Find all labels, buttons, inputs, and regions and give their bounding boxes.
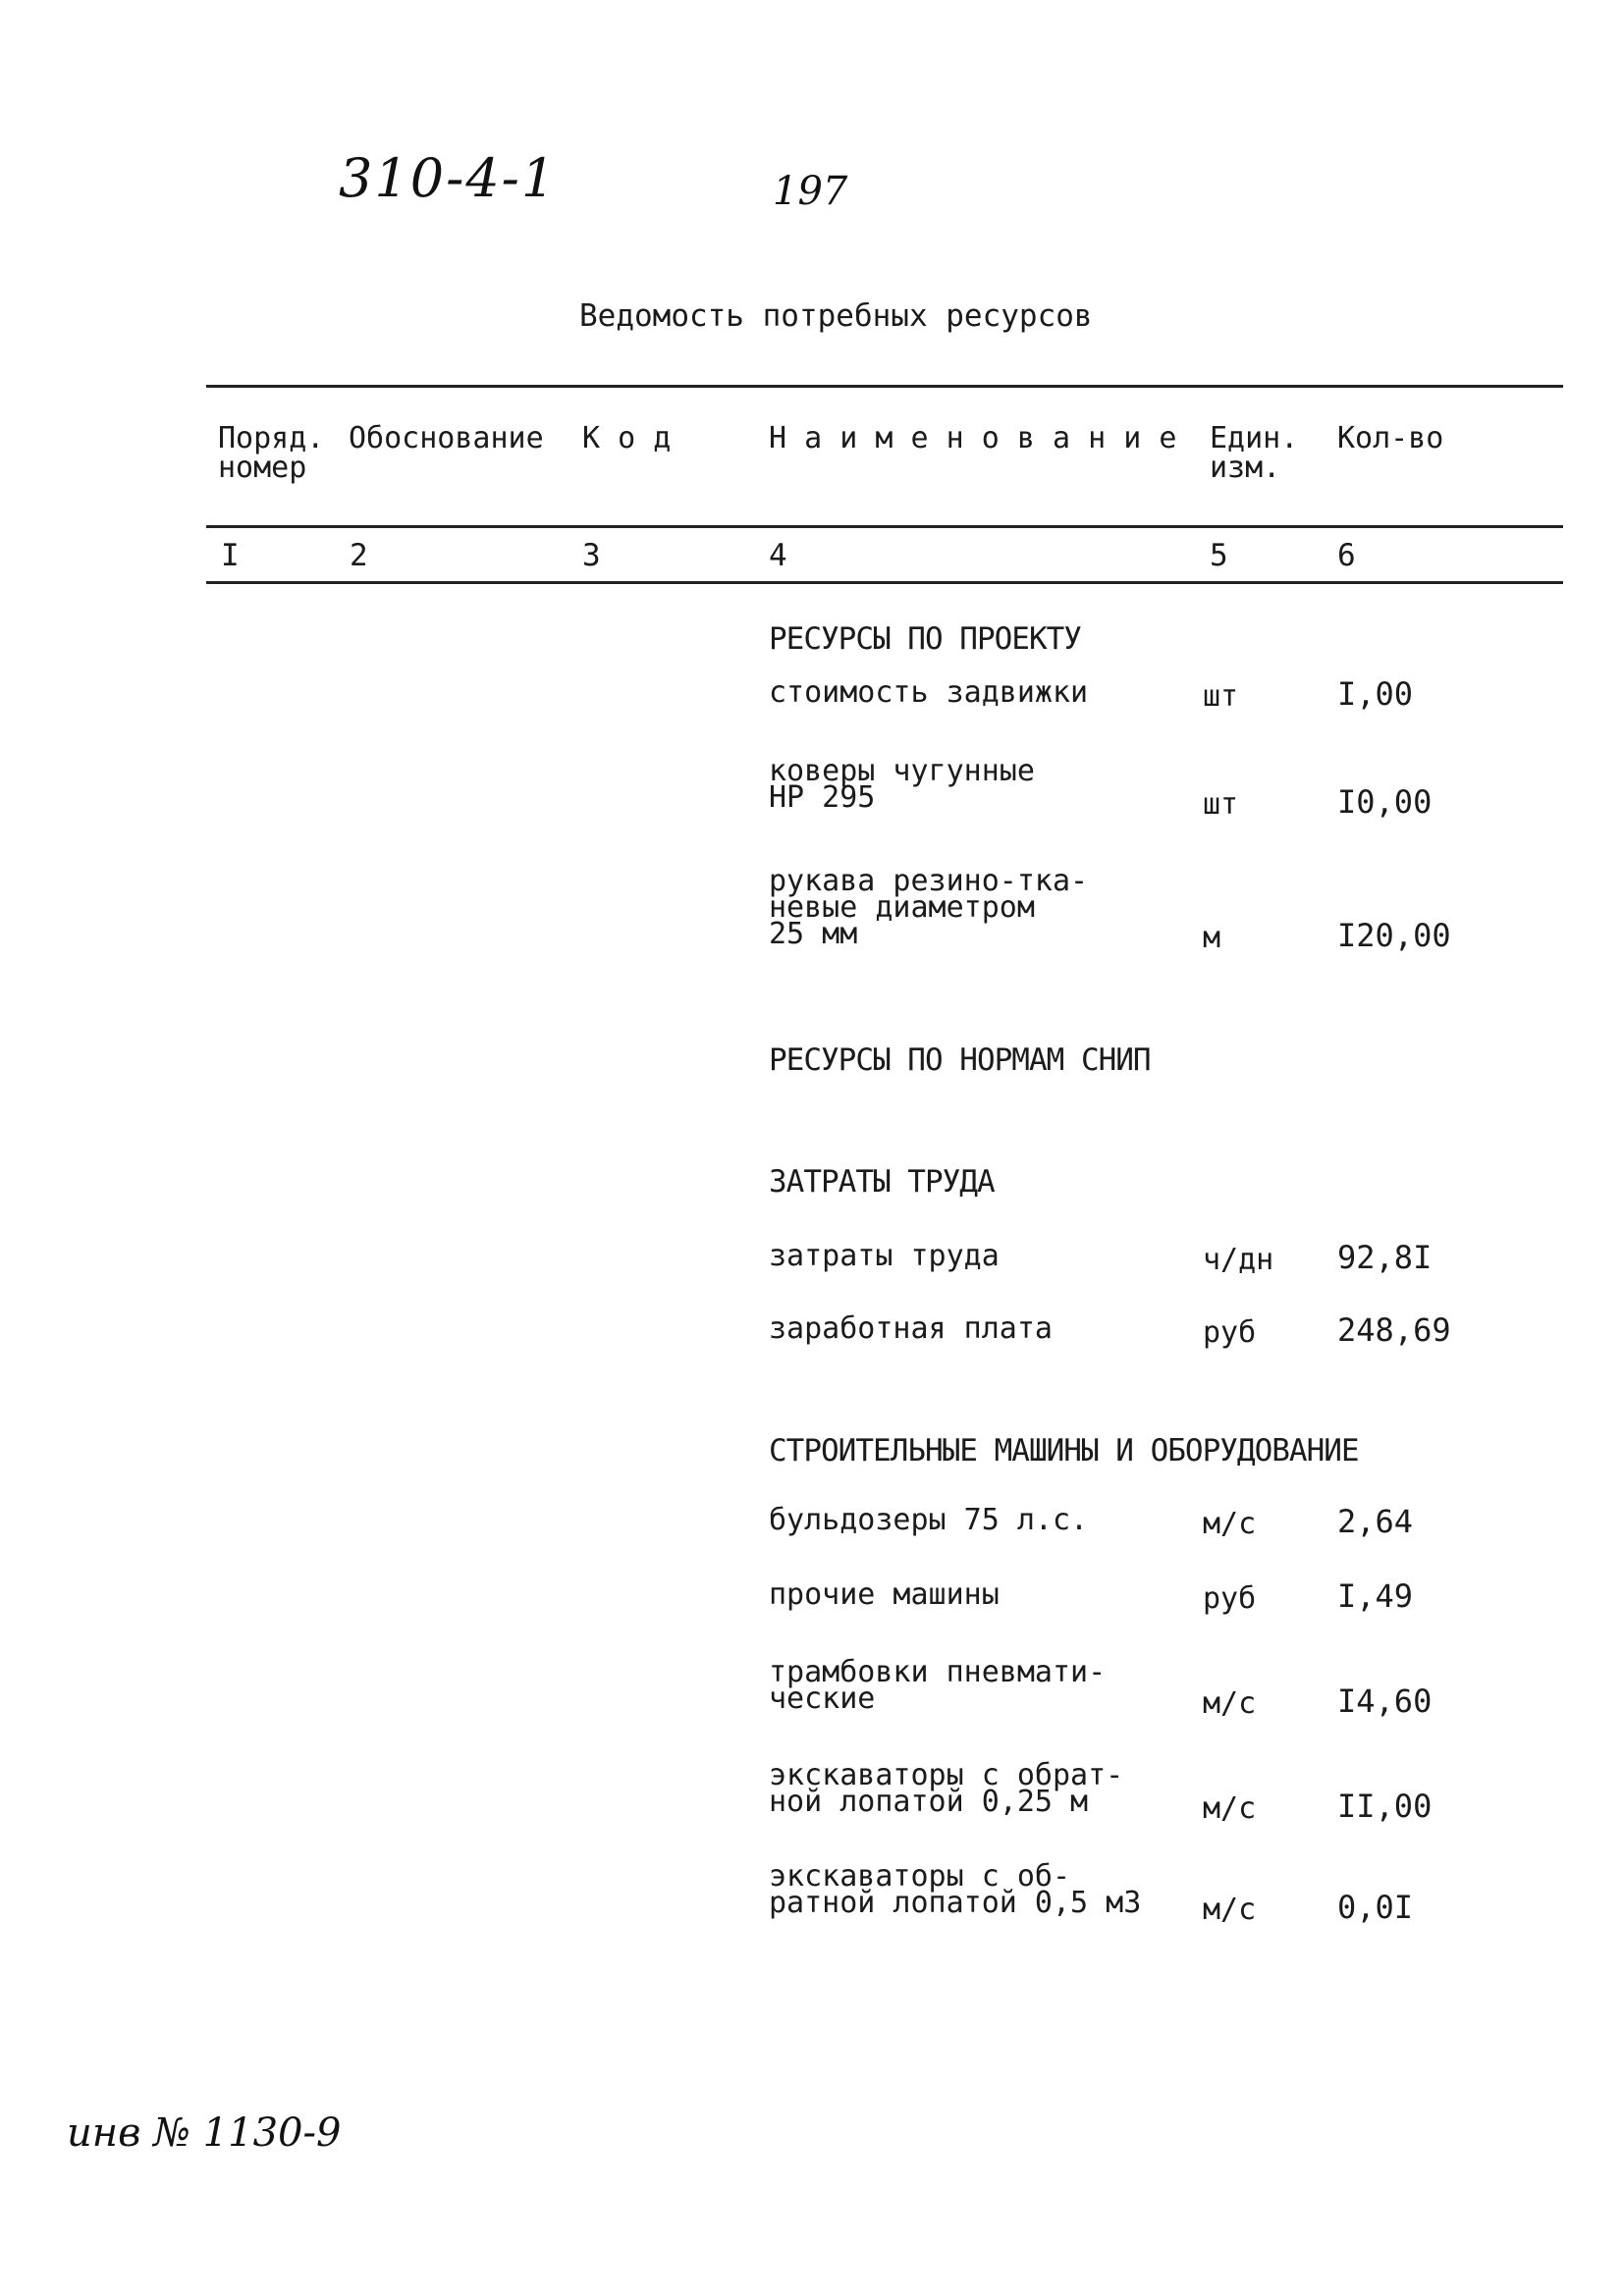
section-heading-labor-costs: ЗАТРАТЫ ТРУДА bbox=[769, 1164, 995, 1200]
item-unit: руб bbox=[1203, 1315, 1257, 1350]
header-unit: Един. изм. bbox=[1210, 421, 1299, 485]
item-name: трамбовки пневмати- ческие bbox=[769, 1655, 1107, 1716]
page-number: 197 bbox=[773, 169, 848, 214]
column-number-3: 3 bbox=[582, 538, 601, 573]
section-heading-project-resources: РЕСУРСЫ ПО ПРОЕКТУ bbox=[769, 621, 1081, 657]
item-quantity: 92,8I bbox=[1337, 1239, 1433, 1276]
item-unit: м/с bbox=[1203, 1686, 1257, 1721]
item-name: стоимость задвижки bbox=[769, 675, 1089, 710]
item-name: экскаваторы с об- ратной лопатой 0,5 м3 bbox=[769, 1859, 1142, 1920]
header-order-number: Поряд. номер bbox=[218, 421, 325, 485]
column-number-1: I bbox=[221, 538, 240, 573]
item-quantity: I20,00 bbox=[1337, 917, 1451, 954]
item-unit: шт bbox=[1203, 787, 1239, 822]
column-number-5: 5 bbox=[1210, 538, 1228, 573]
column-number-6: 6 bbox=[1337, 538, 1356, 573]
item-name: заработная плата bbox=[769, 1311, 1053, 1346]
header-basis: Обоснование bbox=[349, 421, 544, 455]
section-heading-snip-resources: РЕСУРСЫ ПО НОРМАМ СНИП bbox=[769, 1042, 1151, 1078]
column-number-2: 2 bbox=[350, 538, 368, 573]
item-quantity: II,00 bbox=[1337, 1788, 1433, 1825]
item-unit: м/с bbox=[1203, 1893, 1257, 1927]
table-header-rule bbox=[206, 525, 1563, 528]
header-code: К о д bbox=[582, 421, 672, 455]
inventory-number: инв № 1130-9 bbox=[67, 2110, 342, 2156]
item-unit: м/с bbox=[1203, 1507, 1257, 1541]
item-name: коверы чугунные НР 295 bbox=[769, 754, 1035, 815]
table-top-rule bbox=[206, 385, 1563, 388]
item-name: прочие машины bbox=[769, 1577, 1000, 1612]
column-numbers-rule bbox=[206, 581, 1563, 584]
item-unit: шт bbox=[1203, 679, 1239, 714]
item-quantity: I4,60 bbox=[1337, 1682, 1433, 1720]
section-heading-machines-equipment: СТРОИТЕЛЬНЫЕ МАШИНЫ И ОБОРУДОВАНИЕ bbox=[769, 1433, 1359, 1468]
item-quantity: I,49 bbox=[1337, 1577, 1414, 1615]
item-name: рукава резино-тка- невые диаметром 25 мм bbox=[769, 864, 1089, 951]
document-code: 310-4-1 bbox=[339, 147, 558, 209]
item-name: экскаваторы с обрат- ной лопатой 0,25 м bbox=[769, 1758, 1124, 1819]
item-unit: м/с bbox=[1203, 1791, 1257, 1826]
item-unit: м bbox=[1203, 921, 1221, 955]
header-name: Н а и м е н о в а н и е bbox=[769, 421, 1177, 455]
item-quantity: 2,64 bbox=[1337, 1503, 1414, 1540]
item-quantity: I0,00 bbox=[1337, 783, 1433, 821]
item-unit: руб bbox=[1203, 1581, 1257, 1616]
item-quantity: 0,0I bbox=[1337, 1889, 1414, 1926]
item-quantity: 248,69 bbox=[1337, 1311, 1451, 1349]
item-quantity: I,00 bbox=[1337, 675, 1414, 713]
item-name: бульдозеры 75 л.с. bbox=[769, 1503, 1089, 1537]
item-unit: ч/дн bbox=[1203, 1243, 1274, 1277]
column-number-4: 4 bbox=[769, 538, 787, 573]
item-name: затраты труда bbox=[769, 1239, 1000, 1273]
sheet-title: Ведомость потребных ресурсов bbox=[579, 298, 1093, 334]
header-quantity: Кол-во bbox=[1337, 421, 1444, 455]
